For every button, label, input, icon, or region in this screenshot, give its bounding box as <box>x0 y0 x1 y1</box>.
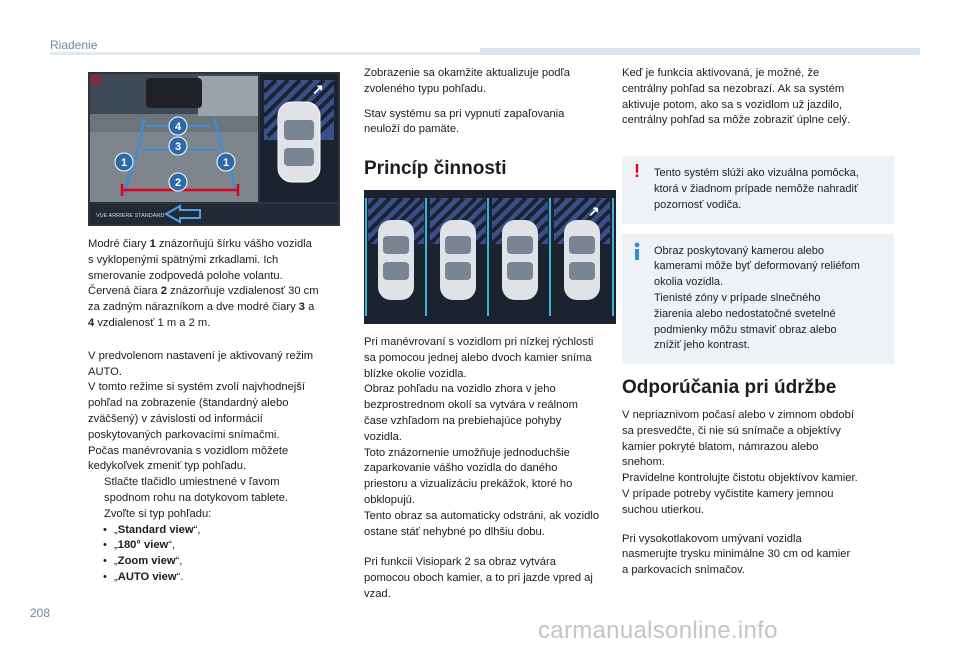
svg-text:1: 1 <box>222 157 230 169</box>
section-title: Riadenie <box>50 38 98 52</box>
memory-paragraph: Stav systému sa pri vypnutí zapaľovania neuloží do pamäte. <box>364 107 565 136</box>
weather-paragraph: V nepriaznivom počasí alebo v zimnom období sa presvedčte, či nie sú snímače a objektívy kamier pokryté blatom, námrazou alebo snehom. Pravidelne kontrolujte čistotu objektívov kamier. V prípade potreby vyčistite kamery jemnou suchou utierkou. <box>622 408 858 516</box>
svg-text:4: 4 <box>174 121 182 133</box>
step-item: Zvoľte si typ pohľadu: <box>104 507 212 520</box>
svg-text:1: 1 <box>120 157 128 169</box>
watermark: carmanualsonline.info <box>538 617 778 644</box>
svg-text:3: 3 <box>174 141 182 153</box>
info-box: Obraz poskytovaný kamerou alebo kamerami môže byť deformovaný reliéfom okolia vozidla. Tienisté zóny v prípade slnečného žiarenia alebo nedostatočné svetelné podmienky môžu stmaviť obraz alebo znížiť jeho kontrast. <box>622 234 894 365</box>
marker-1-right <box>217 153 235 171</box>
top-views-figure <box>364 190 616 324</box>
column-2-lower <box>364 335 624 612</box>
wash-paragraph: Pri vysokotlakovom umývaní vozidla nasmerujte trysku minimálne 30 cm od kamier a parkovacích snímačov. <box>622 532 851 577</box>
heading-maintenance: Odporúčania pri údržbe <box>622 377 837 399</box>
svg-text:↗: ↗ <box>312 81 324 97</box>
intro-paragraph: Zobrazenie sa okamžite aktualizuje podľa zvoleného typu pohľadu. <box>364 67 570 95</box>
mode-paragraph: V predvolenom nastavení je aktivovaný režim AUTO. V tomto režime si systém zvolí najvhodnejší pohľad na zobrazenie (štandardný alebo zväčšený) v závislosti od informácií poskytovaných parkovacími snímačmi. Počas manévrovania s vozidlom môžete kedykoľvek zmeniť typ pohľadu. <box>88 349 314 473</box>
principle-paragraph: Pri manévrovaní s vozidlom pri nízkej rýchlosti sa pomocou jednej alebo dvoch kamier snímа blízke okolie vozidla. Obraz pohľadu na vozidlo zhora v jeho bezprostrednom okolí sa vytvára v reálnom čase vzhľadom na prebiehajúce pohyby vozidla. Toto znázornenie umožňuje jednoduchšie zaparkovanie vášho vozidla do daného priestoru a vizualizáciu prekážok, ktoré ho obklopujú. Tento obraz sa automaticky odstráni, ak vozidlo ostane stáť nehybné po dlhšiu dobu. <box>364 336 600 538</box>
column-2 <box>364 66 622 180</box>
view-label: VUE ARRIERE STANDARD <box>96 213 165 219</box>
visiopark-paragraph: Pri funkcii Visiopark 2 sa obraz vytvára pomocou oboch kamier, a to pri jazde vpred aj vzad. <box>364 556 593 600</box>
view-option: • „180° view“, <box>103 539 176 552</box>
svg-text:↗: ↗ <box>588 203 600 219</box>
view-options-list <box>88 523 348 586</box>
rear-camera-figure <box>88 72 340 226</box>
info-icon <box>632 242 642 260</box>
marker-2 <box>169 173 187 191</box>
column-1 <box>88 237 348 586</box>
svg-text:2: 2 <box>174 177 182 189</box>
column-3 <box>622 66 894 588</box>
marker-4 <box>169 117 187 135</box>
warning-box: ! Tento systém slúži ako vizuálna pomôcka, ktorá v žiadnom prípade nemôže nahradiť pozornosť vodiča. <box>622 156 894 223</box>
heading-principle: Princíp činnosti <box>364 158 507 180</box>
view-option: • „AUTO view“. <box>103 570 184 583</box>
view-option: • „Standard view“, <box>103 523 201 536</box>
marker-1-left <box>115 153 133 171</box>
activated-paragraph: Keď je funkcia aktivovaná, je možné, že centrálny pohľad sa nezobrazí. Ak sa systém aktivuje potom, ako sa s vozidlom už jazdilo, centrálny pohľad sa môže zobraziť úplne celý. <box>622 67 851 127</box>
steps-list <box>88 475 348 522</box>
figure-caption: Modré čiary 1 znázorňujú šírku vášho vozidla s vyklopenými spätnými zrkadlami. Ich smerovanie zodpovedá polohe volantu. Červená čiara 2 znázorňuje vzdialenosť 30 cm za zadným nárazníkom a dve modré čiary 3 a 4 vzdialenosť 1 m a 2 m. <box>88 238 319 329</box>
marker-3 <box>169 137 187 155</box>
header-accent-bar <box>480 48 920 55</box>
view-option: • „Zoom view“, <box>103 555 183 568</box>
warning-icon: ! <box>634 161 640 182</box>
header-rule <box>50 52 480 55</box>
step-item: Stlačte tlačidlo umiestnené v ľavom spodnom rohu na dotykovom tablete. <box>104 476 289 504</box>
page-number: 208 <box>30 606 51 620</box>
